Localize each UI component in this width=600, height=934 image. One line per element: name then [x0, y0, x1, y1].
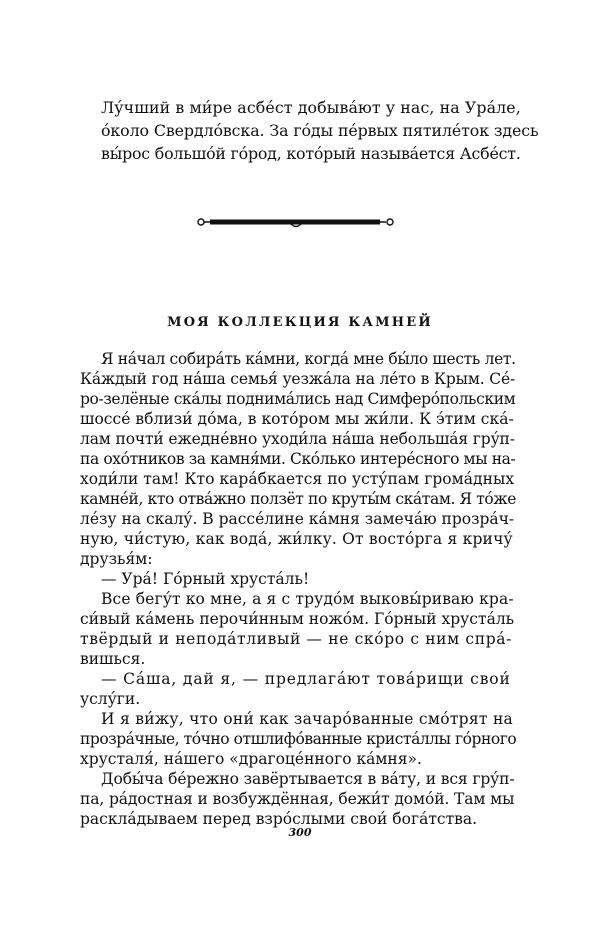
intro-line: Лу́чший в ми́ре асбе́ст добыва́ют у нас, на Ура́ле, — [101, 98, 521, 117]
story-line: па, ра́достная и возбуждённая, бежи́т домо́й. Там мы — [80, 790, 515, 808]
story-line: ро-зелёные ска́лы поднима́лись над Симферо́польским — [80, 390, 516, 408]
story-line: камне́й, кто отва́жно ползёт по круты́м ска́там. Я то́же — [80, 490, 516, 508]
story-line: — Ура́! Го́рный хруста́ль! — [101, 570, 310, 588]
story-line: шоссе́ вблизи́ до́ма, в кото́ром мы жи́ли. К э́тим ска́- — [80, 410, 514, 428]
story-line: лам почти́ ежедне́вно уходи́ла на́ша небольша́я гру́п- — [80, 430, 515, 448]
story-line: услу́ги. — [80, 690, 141, 708]
story-line: ле́зу на скалу́. В рассе́лине ка́мня замеча́ю прозра́ч- — [80, 510, 515, 528]
story-line: Я на́чал собира́ть ка́мни, когда́ мне бы́ло шесть лет. — [101, 350, 516, 368]
page-number: 300 — [288, 826, 312, 839]
story-line: ходи́ли там! Кто кара́бкается по усту́пам грома́дных — [80, 470, 515, 488]
story-line: И я ви́жу, что они́ как зачаро́ванные смо́трят на — [101, 710, 514, 728]
story-line: Добы́ча бе́режно завёртывается в ва́ту, и вся гру́п- — [101, 770, 515, 788]
story-line: па охо́тников за камня́ми. Ско́лько интере́сного мы на- — [80, 450, 516, 468]
story-line: друзья́м: — [80, 550, 153, 568]
story-line: ную, чи́стую, как вода́, жи́лку. От восто́рга я кричу́ — [80, 530, 513, 548]
story-line: твёрдый и непода́тливый — не ско́ро с ним спра́- — [80, 630, 513, 648]
story-line: — Са́ша, дай я, — предлага́ют това́рищи свои́ — [101, 670, 511, 688]
story-line: раскла́дываем перед взро́слыми свои́ бога́тства. — [80, 810, 478, 828]
story-line: вишься. — [80, 650, 146, 668]
intro-line: вы́рос большо́й го́род, кото́рый называ́ется Асбе́ст. — [101, 144, 521, 163]
story-line: прозра́чные, то́чно отшлифо́ванные криста́ллы го́рного — [80, 730, 517, 748]
intro-line: о́коло Свердло́вска. За го́ды пе́рвых пятиле́ток здесь — [101, 121, 539, 140]
story-line: Все бегу́т ко мне, а я с трудо́м выковы́риваю кра- — [101, 590, 514, 608]
ornament-divider-icon — [196, 212, 396, 232]
story-line: хрусталя́, на́шего «драгоце́нного ка́мня». — [80, 750, 422, 768]
story-line: си́вый ка́мень перочи́нным ножо́м. Го́рный хруста́ль — [80, 610, 515, 628]
section-title: МОЯ КОЛЛЕКЦИЯ КАМНЕЙ — [167, 315, 433, 330]
story-line: Ка́ждый год на́ша семья́ уезжа́ла на ле́то в Крым. Се́- — [80, 370, 516, 388]
